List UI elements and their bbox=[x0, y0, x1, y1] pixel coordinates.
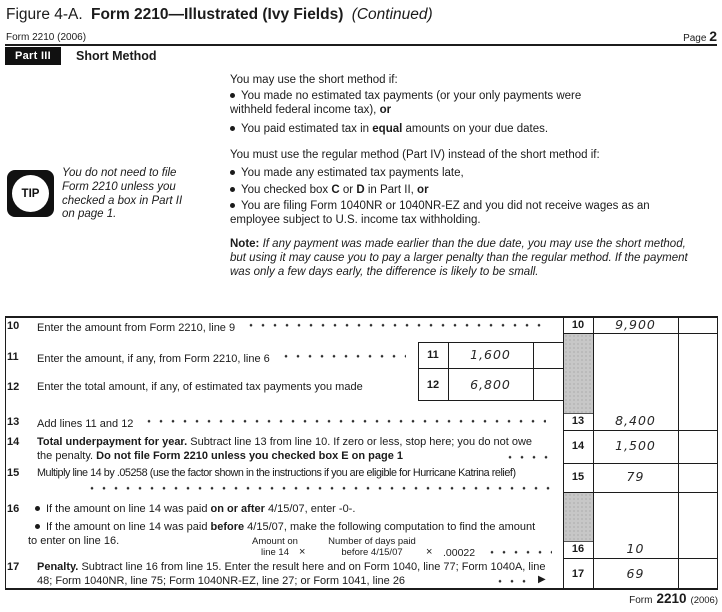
computation-factor: .00022 bbox=[443, 547, 476, 559]
innerbox-cents-border bbox=[533, 342, 534, 401]
line15-text: Multiply line 14 by .05258 (use the factor shown in the instructions if you are eligible for Hurricane Katrina relief) bbox=[37, 467, 516, 479]
footer-form-year: (2006) bbox=[690, 595, 718, 606]
dot-leader bbox=[276, 351, 406, 362]
line13-row bbox=[37, 416, 552, 431]
line17-value: 69 bbox=[626, 566, 645, 581]
innerbox-top-rule bbox=[418, 342, 564, 343]
line13-text: Add lines 11 and 12 bbox=[37, 418, 134, 430]
line13-value: 8,400 bbox=[615, 413, 656, 428]
row14-bottom-rule bbox=[563, 463, 718, 464]
centscol-left-border bbox=[678, 316, 679, 588]
must-bullet-3-text: You are filing Form 1040NR or 1040NR-EZ and you did not receive wages as an employee subject to U.S. income tax withholding. bbox=[230, 200, 650, 226]
tip-icon bbox=[7, 170, 54, 217]
line10-box: 10 bbox=[571, 319, 585, 331]
page-label: Page bbox=[683, 33, 707, 44]
line12-number: 12 bbox=[7, 381, 20, 393]
multiply-icon: × bbox=[426, 546, 433, 558]
dot-leader bbox=[139, 416, 546, 427]
innerbox-mid-rule bbox=[418, 368, 564, 369]
bullet-icon bbox=[230, 126, 235, 131]
row16-bottom-rule bbox=[563, 558, 718, 559]
computation-days-top: Number of days paid bbox=[328, 536, 416, 547]
figure-caption-title: Form 2210—Illustrated (Ivy Fields) bbox=[90, 6, 344, 23]
shaded-cell bbox=[564, 493, 593, 542]
line14-number: 14 bbox=[7, 436, 20, 448]
table-right-border bbox=[717, 316, 718, 589]
line10-text: Enter the amount from Form 2210, line 9 bbox=[37, 322, 236, 334]
page-indicator bbox=[683, 28, 717, 44]
may-bullet-2 bbox=[230, 123, 650, 137]
line16-value: 10 bbox=[626, 541, 645, 556]
must-bullet-1-text: You made any estimated tax payments late, bbox=[241, 167, 464, 179]
line12-text: Enter the total amount, if any, of estimated tax payments you made bbox=[37, 381, 363, 393]
bullet-icon bbox=[230, 187, 235, 192]
part-title: Short Method bbox=[76, 49, 157, 63]
must-use-heading: You must use the regular method (Part IV) instead of the short method if: bbox=[230, 149, 600, 161]
row13-bottom-rule bbox=[563, 430, 718, 431]
line11-text: Enter the amount, if any, from Form 2210, line 6 bbox=[37, 353, 270, 365]
line16-box: 16 bbox=[571, 543, 585, 555]
form-footer bbox=[498, 591, 718, 606]
computation-days-bottom: before 4/15/07 bbox=[341, 546, 403, 558]
dot-leader bbox=[82, 483, 552, 494]
line13-number: 13 bbox=[7, 416, 20, 428]
line12-box: 12 bbox=[426, 379, 440, 391]
dot-leader bbox=[482, 547, 552, 558]
may-bullet-2-text: You paid estimated tax in equal amounts on your due dates. bbox=[241, 123, 549, 135]
figure-caption bbox=[6, 6, 433, 24]
computation-days-label bbox=[320, 537, 424, 558]
line17-box: 17 bbox=[571, 568, 585, 580]
may-bullet-1 bbox=[230, 90, 610, 117]
page-number: 2 bbox=[709, 28, 717, 44]
line15-box: 15 bbox=[571, 471, 585, 483]
tip-icon-label: TIP bbox=[12, 175, 49, 212]
line15-value: 79 bbox=[626, 469, 645, 484]
innerbox-bottom-rule bbox=[418, 400, 564, 401]
dot-leader bbox=[500, 452, 552, 463]
must-bullet-2-text: You checked box C or D in Part II, or bbox=[241, 184, 429, 196]
line12-value: 6,800 bbox=[470, 377, 511, 392]
line10-value: 9,900 bbox=[615, 317, 656, 332]
line14-text: Total underpayment for year. Subtract line 13 from line 10. If zero or less, stop here; you do not owe the penalty. Do not file Form 2210 unless you checked box E on page 1 bbox=[37, 436, 533, 462]
footer-form-label: Form bbox=[629, 595, 653, 606]
line17-text: Penalty. Subtract line 16 from line 15. Enter the result here and on Form 1040, line 77; Form 1040A, line 48; Form 1040NR, line 75; Form 1040NR-EZ, line 27; or Form 1041, line 26 bbox=[37, 561, 546, 587]
bullet-icon bbox=[230, 93, 235, 98]
line11-value: 1,600 bbox=[470, 347, 511, 362]
note-paragraph: Note: If any payment was made earlier than the due date, you may use the short method, but using it may cause you to pay a larger penalty than the regular method. If the payment was only a few days early, the difference is likely to be small. bbox=[230, 238, 688, 278]
may-use-heading: You may use the short method if: bbox=[230, 74, 398, 86]
tip-text: You do not need to file Form 2210 unless you checked a box in Part II on page 1. bbox=[62, 167, 183, 221]
header-rule bbox=[5, 44, 717, 46]
bullet-icon bbox=[230, 203, 235, 208]
arrow-right-icon: ▶ bbox=[538, 574, 546, 585]
dot-leader bbox=[490, 576, 534, 587]
figure-caption-prefix: Figure 4-A. bbox=[6, 6, 83, 23]
line16-bullet2-text: If the amount on line 14 was paid before 4/15/07, make the following computation to find the amount to enter on line 16. bbox=[28, 521, 536, 547]
bullet-icon bbox=[230, 170, 235, 175]
line11-number: 11 bbox=[7, 351, 19, 363]
line10-row bbox=[37, 320, 552, 335]
must-bullet-1 bbox=[230, 167, 464, 181]
line17-number: 17 bbox=[7, 561, 20, 573]
must-bullet-3 bbox=[230, 200, 655, 227]
bullet-icon bbox=[35, 524, 40, 529]
line14-value: 1,500 bbox=[615, 438, 656, 453]
computation-amount-bottom: line 14 bbox=[261, 546, 289, 558]
multiply-icon: × bbox=[299, 546, 306, 558]
shaded-cell bbox=[564, 334, 593, 414]
line14-box: 14 bbox=[571, 440, 585, 452]
line11-row bbox=[37, 351, 412, 366]
bullet-icon bbox=[35, 506, 40, 511]
dot-leader bbox=[241, 320, 546, 331]
part-label-badge: Part III bbox=[5, 47, 61, 65]
computation-amount-top: Amount on bbox=[252, 536, 298, 547]
line16-number: 16 bbox=[7, 503, 20, 515]
table-left-border bbox=[5, 316, 6, 589]
table-bottom-rule bbox=[5, 588, 718, 590]
line15-number: 15 bbox=[7, 467, 20, 479]
line11-box: 11 bbox=[427, 349, 439, 361]
form-id: Form 2210 (2006) bbox=[6, 32, 87, 43]
may-bullet-1-text: You made no estimated tax payments (or your only payments were withheld federal income tax), or bbox=[230, 90, 582, 116]
line16-bullet1-text: If the amount on line 14 was paid on or after 4/15/07, enter -0-. bbox=[46, 503, 356, 515]
footer-form-number: 2210 bbox=[656, 591, 687, 606]
line13-box: 13 bbox=[571, 415, 585, 427]
line16-bullet1 bbox=[35, 503, 355, 517]
figure-caption-continued: (Continued) bbox=[351, 6, 433, 23]
must-bullet-2 bbox=[230, 184, 429, 198]
line10-number: 10 bbox=[7, 320, 20, 332]
